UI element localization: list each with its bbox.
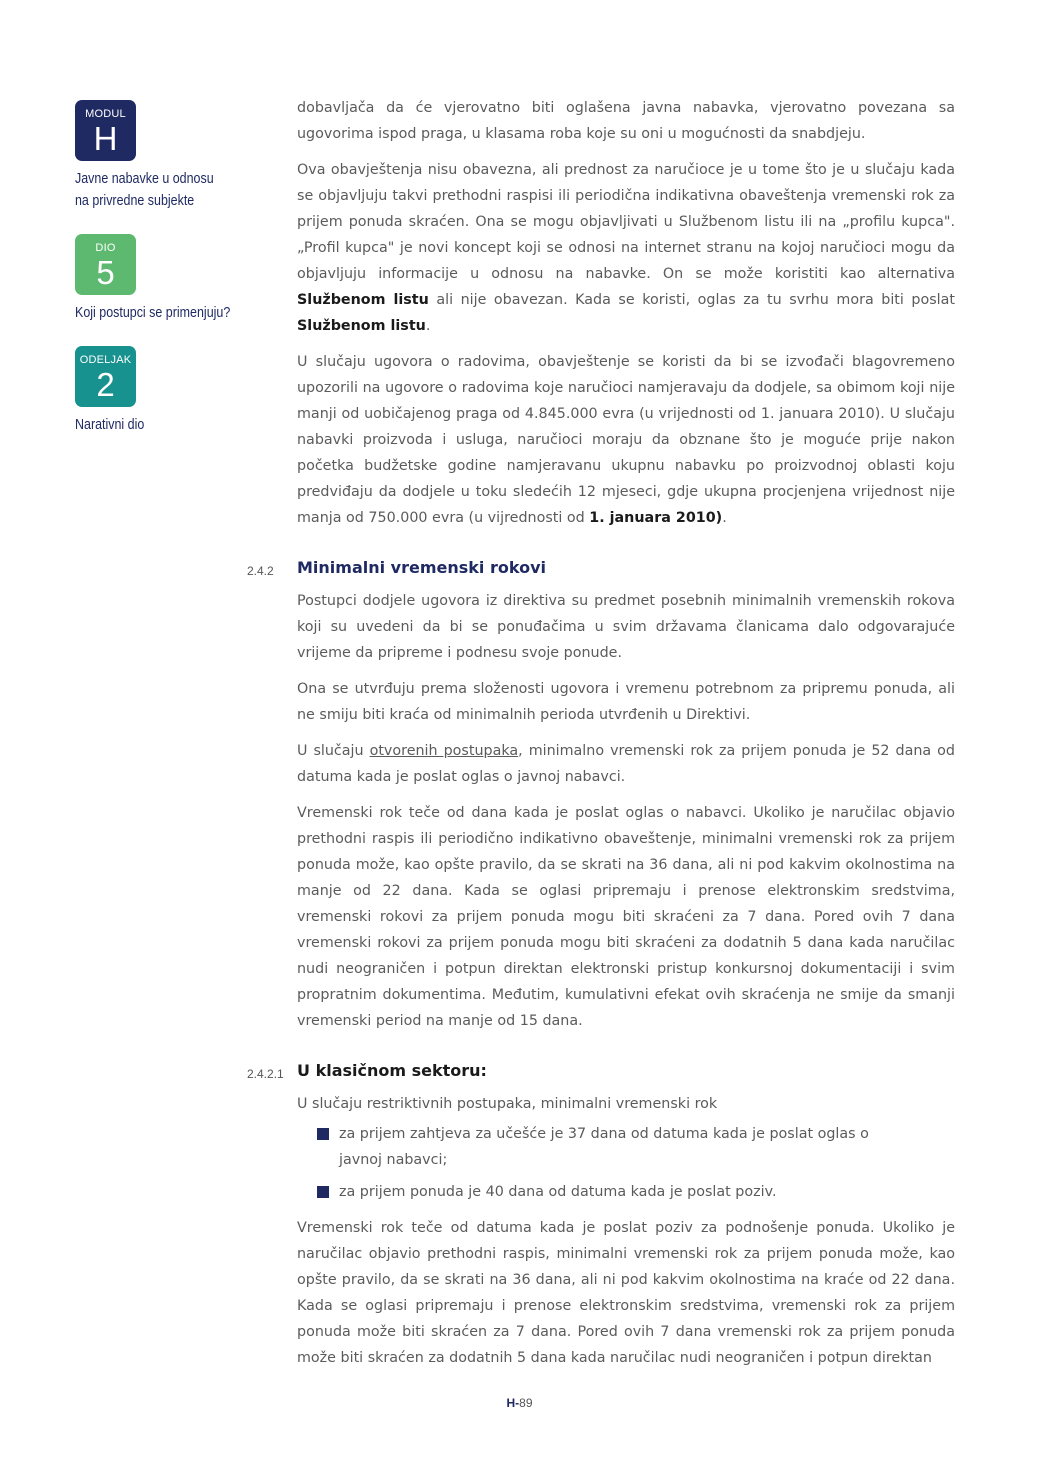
bold-text: Službenom listu xyxy=(297,292,429,308)
paragraph xyxy=(297,349,955,531)
page-footer xyxy=(0,1396,1039,1410)
dio-number: 5 xyxy=(96,254,115,291)
modul-label-line2: na privredne subjekte xyxy=(75,193,195,209)
sidebar xyxy=(75,100,255,458)
text-run: , minimalno vremenski rok za prijem ponuda je 52 dana od datuma kada je poslat oglas o javnoj nabavci. xyxy=(297,743,955,785)
modul-letter: H xyxy=(93,120,118,157)
subsection-number: 2.4.2.1 xyxy=(247,1067,284,1081)
page-prefix: H- xyxy=(506,1396,520,1410)
dio-label: Koji postupci se primenjuju? xyxy=(75,305,231,321)
paragraph: Ona se utvrđuju prema složenosti ugovora i vremenu potrebnom za pripremu ponuda, ali ne smiju biti kraća od minimalnih perioda utvrđenih u Direktivi. xyxy=(297,681,955,723)
paragraph: dobavljača da će vjerovatno biti oglašena javna nabavka, vjerovatno povezana sa ugovorima ispod praga, u klasama roba koje su oni u mogućnosti da snabdjeju. xyxy=(297,100,955,142)
modul-block xyxy=(75,100,255,212)
section-heading xyxy=(247,555,955,582)
text-run: . xyxy=(425,318,431,334)
odeljak-badge xyxy=(75,346,136,407)
text-run: U slučaju xyxy=(297,743,370,759)
subsection-title: U klasičnom sektoru: xyxy=(297,1061,487,1080)
section-title: Minimalni vremenski rokovi xyxy=(297,558,546,577)
odeljak-tag: ODELJAK xyxy=(79,354,132,366)
page-number: 89 xyxy=(519,1396,533,1410)
bullet-list xyxy=(297,1121,955,1205)
paragraph: Vremenski rok teče od datuma kada je poslat poziv za podnošenje ponuda. Ukoliko je naručilac objavio prethodni raspis, minimalni vremenski rok za prijem ponuda može, kao opšte pravilo, da se skrati na 36 dana, ali ni pod kakvim okolnostima na kraće od 22 dana. Kada se oglasi pripremaju i prenose elektronskim sredstvima, vremenski rok za prijem ponuda može biti skraćen za 7 dana. Pored ovih 7 dana vremenski rok za prijem ponuda može biti skraćen za dodatnih 5 dana kada naručilac nudi neograničen i potpun direktan xyxy=(297,1220,955,1366)
odeljak-number: 2 xyxy=(96,366,115,403)
paragraph xyxy=(297,738,955,790)
modul-label xyxy=(75,168,230,212)
modul-label-line1: Javne nabavke u odnosu xyxy=(75,171,214,187)
paragraph xyxy=(297,157,955,339)
bold-text: 1. januara 2010) xyxy=(589,510,723,526)
modul-badge xyxy=(75,100,136,161)
open-procedures-link[interactable]: otvorenih postupaka xyxy=(369,743,519,759)
odeljak-block xyxy=(75,346,255,436)
text-run: Ova obavještenja nisu obavezna, ali prednost za naručioce je u tome što je u slučaju kada se objavljuju takvi prethodni raspisi ili periodična indikativna obaveštenja vremenski rok za prijem ponuda skraćen. Ona se mogu objavljivati u Službenom listu ili na „profilu kupca". „Profil kupca" je novi koncept koji se odnosi na internet stranu na kojoj naručioci mogu da objavljuju informacije u odnosu na nabavke. On se može koristiti kao alternativa xyxy=(297,162,955,282)
modul-tag: MODUL xyxy=(85,108,126,120)
dio-badge xyxy=(75,234,136,295)
paragraph: Vremenski rok teče od dana kada je poslat oglas o nabavci. Ukoliko je naručilac objavio prethodni raspis ili periodično indikativno obaveštenje, minimalni vremenski rok za prijem ponuda može, kao opšte pravilo, da se skrati na 36 dana, ali ni pod kakvim okolnostima na manje od 22 dana. Kada se oglasi pripremaju i prenose elektronskim sredstvima, vremenski rokovi za prijem ponuda mogu biti skraćeni za 7 dana. Pored ovih 7 dana vremenski rokovi za prijem ponuda mogu biti skraćeni za dodatnih 5 dana kada naručilac nudi neograničen i potpun direktan elektronski pristup konkursnoj dokumentaciji i svim propratnim dokumentima. Međutim, kumulativni efekat ovih skraćenja ne smije da smanji vremenski period na manje od 15 dana. xyxy=(297,805,955,1029)
dio-tag: DIO xyxy=(95,242,116,254)
list-item: za prijem zahtjeva za učešće je 37 dana od datuma kada je poslat oglas o javnoj nabavci; xyxy=(317,1121,955,1173)
section-number: 2.4.2 xyxy=(247,564,274,578)
paragraph: U slučaju restriktivnih postupaka, minimalni vremenski rok xyxy=(297,1096,718,1112)
paragraph: Postupci dodjele ugovora iz direktiva su predmet posebnih minimalnih vremenskih rokova koji su uvedeni da bi se ponuđačima u svim državama članicama dalo odgovarajuće vrijeme da pripreme i podnesu svoje ponude. xyxy=(297,593,955,661)
bold-text: Službenom listu xyxy=(297,318,426,334)
text-run: . xyxy=(722,510,727,526)
list-item: za prijem ponuda je 40 dana od datuma kada je poslat poziv. xyxy=(317,1179,955,1205)
text-run: U slučaju ugovora o radovima, obavještenje se koristi da bi se izvođači blagovremeno upozorili na ugovore o radovima koje naručioci namjeravaju da dodjele, sa obimom koji nije manji od uobičajenog praga od 4.845.000 evra (u vrijednosti od 1. januara 2010). U slučaju nabavki proizvoda i usluga, naručioci moraju da obznane što je moguće prije nakon početka budžetske godine namjeravanu ukupnu nabavku po proizvodnoj oblasti koju predviđaju da dodjele u toku sledećih 12 mjeseci, gdje ukupna procjenjena vrijednost nije manja od 750.000 evra (u vijrednosti od xyxy=(297,354,955,526)
main-content xyxy=(247,95,956,1381)
dio-block xyxy=(75,234,255,324)
odeljak-label: Narativni dio xyxy=(75,417,145,433)
subsection-heading xyxy=(247,1058,955,1085)
text-run: ali nije obavezan. Kada se koristi, oglas za tu svrhu mora biti poslat xyxy=(428,292,956,308)
